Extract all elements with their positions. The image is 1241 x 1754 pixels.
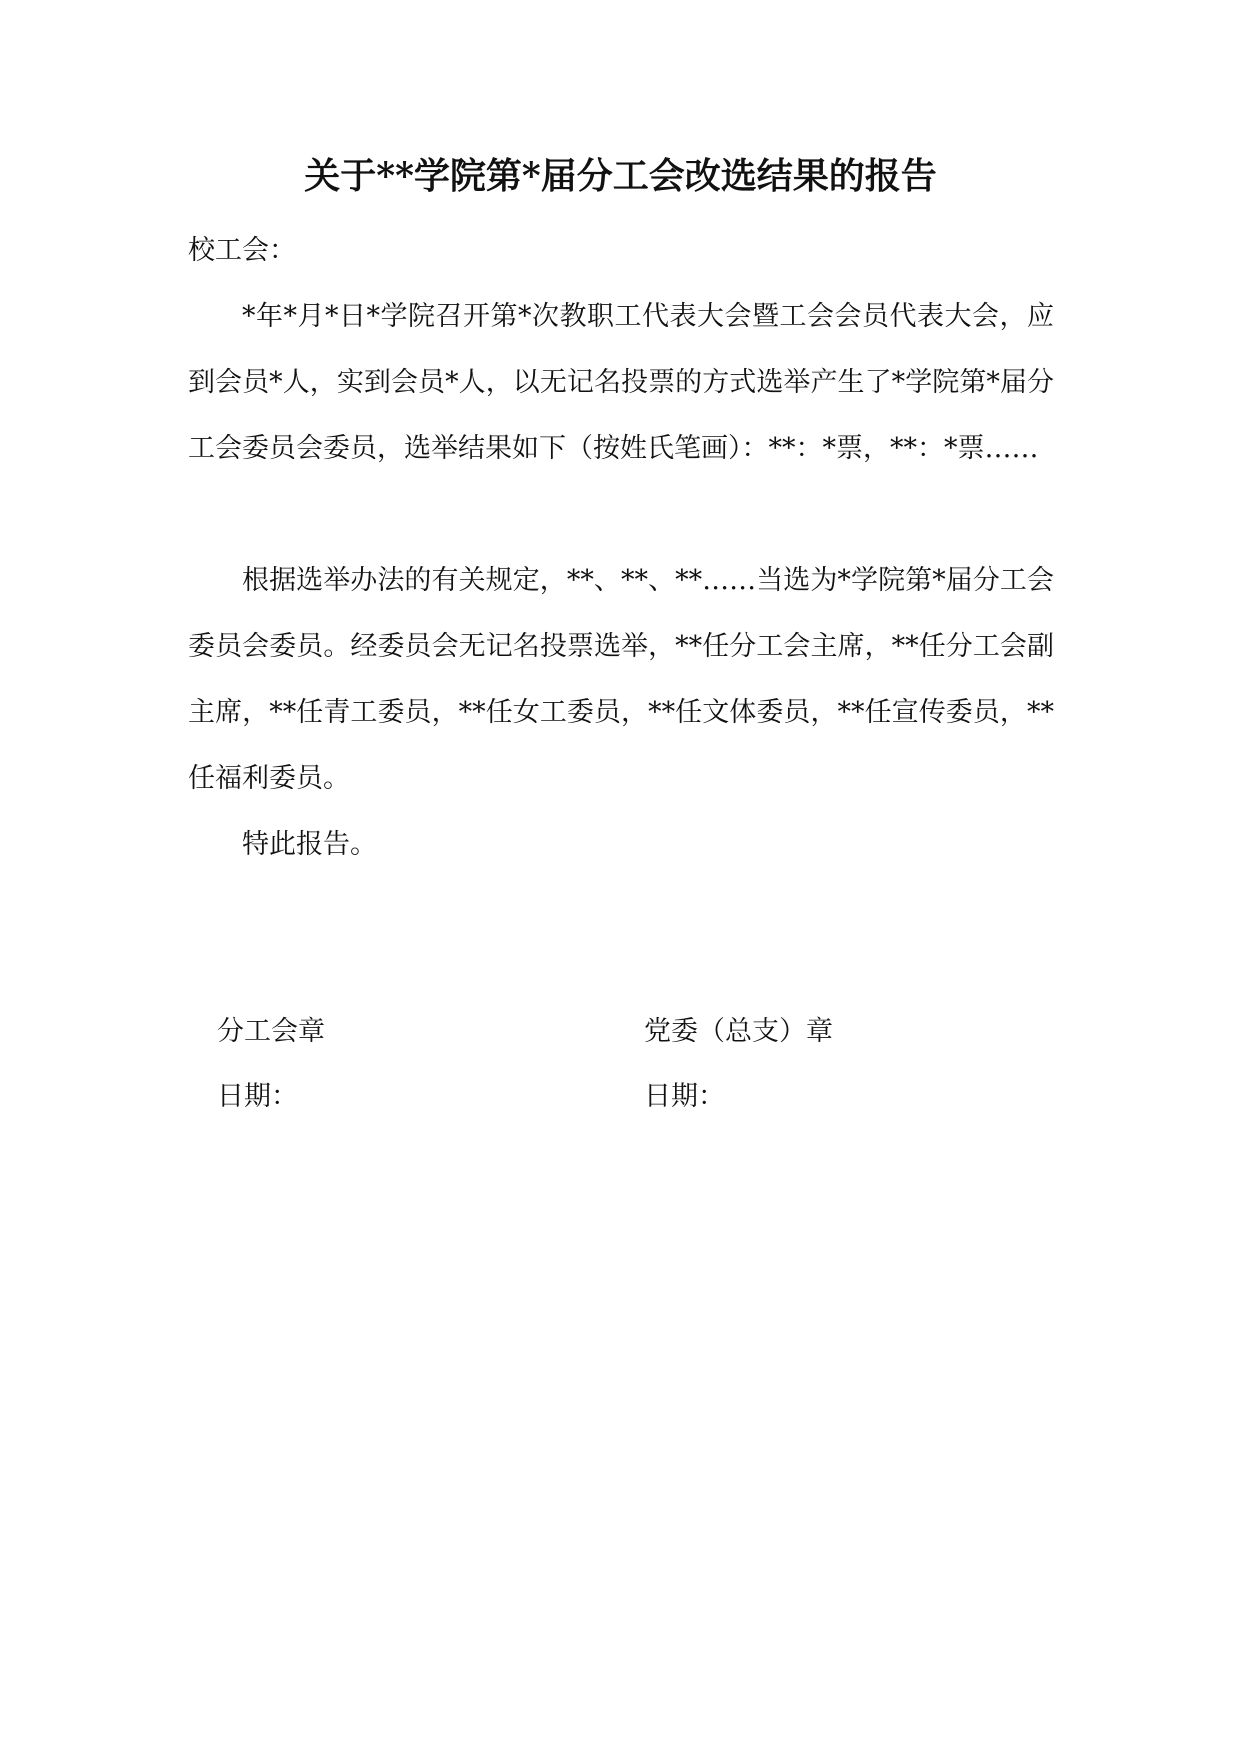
paragraph-block-1	[188, 284, 1054, 482]
paragraph-election-results: 根据选举办法的有关规定，**、**、**……当选为*学院第*届分工会委员会委员。经委员会无记名投票选举，**任分工会主席，**任分工会副主席，**任青工委员，**任女工委员，**任文体委员，**任宣传委员，**任福利委员。	[188, 565, 1054, 794]
union-date-label: 日期：	[217, 1081, 298, 1112]
party-date-label: 日期：	[644, 1081, 725, 1112]
salutation: 校工会：	[188, 235, 296, 266]
salutation-block	[188, 218, 1054, 284]
party-seal-label: 党委（总支）章	[644, 1016, 833, 1047]
paragraph-closing: 特此报告。	[242, 829, 377, 860]
union-seal-label: 分工会章	[217, 1016, 325, 1047]
paragraph-election-summary: *年*月*日*学院召开第*次教职工代表大会暨工会会员代表大会，应到会员*人，实到会员*人，以无记名投票的方式选举产生了*学院第*届分工会委员会委员，选举结果如下（按姓氏笔画）：**：*票，**：*票……	[188, 301, 1054, 464]
paragraph-block-3	[188, 812, 1054, 878]
paragraph-block-2	[188, 548, 1054, 812]
document-title: 关于**学院第*届分工会改选结果的报告	[304, 155, 937, 197]
